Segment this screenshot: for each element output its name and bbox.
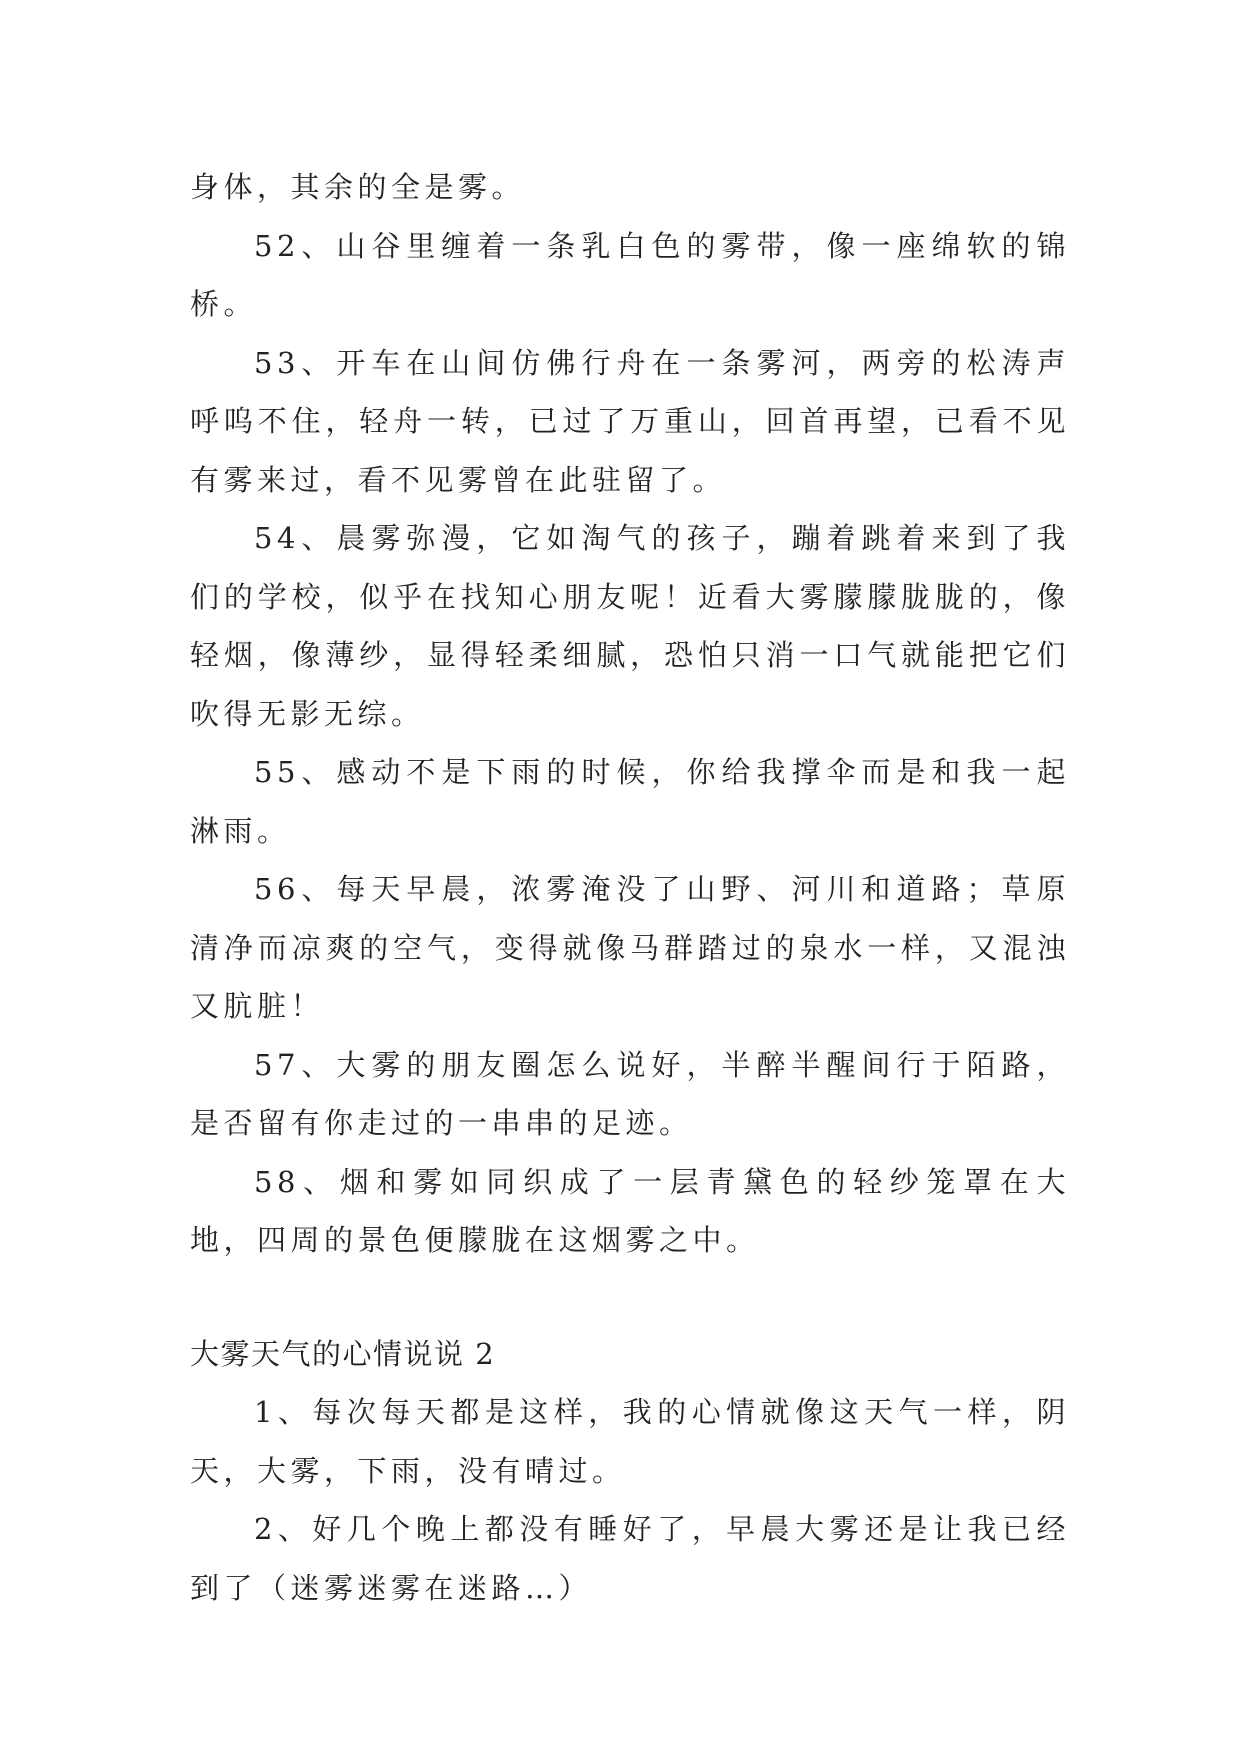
paragraph-item-56: 56、每天早晨，浓雾淹没了山野、河川和道路；草原清净而凉爽的空气，变得就像马群踏过的泉水一样，又混浊又肮脏！	[190, 872, 1070, 1023]
document-page	[190, 158, 1070, 1617]
paragraph-item-55: 55、感动不是下雨的时候，你给我撑伞而是和我一起淋雨。	[190, 755, 1070, 848]
paragraph-item-58: 58、烟和雾如同织成了一层青黛色的轻纱笼罩在大地，四周的景色便朦胧在这烟雾之中。	[190, 1164, 1070, 1257]
paragraph-continuation: 身体，其余的全是雾。	[190, 170, 526, 204]
paragraph-item-2: 2、好几个晚上都没有睡好了，早晨大雾还是让我已经到了（迷雾迷雾在迷路…）	[190, 1512, 1070, 1605]
paragraph-item-54: 54、晨雾弥漫，它如淘气的孩子，蹦着跳着来到了我们的学校，似乎在找知心朋友呢！近看大雾朦朦胧胧的，像轻烟，像薄纱，显得轻柔细腻，恐怕只消一口气就能把它们吹得无影无综。	[190, 521, 1070, 731]
paragraph-item-57: 57、大雾的朋友圈怎么说好，半醉半醒间行于陌路，是否留有你走过的一串串的足迹。	[190, 1047, 1070, 1140]
paragraph-item-53: 53、开车在山间仿佛行舟在一条雾河，两旁的松涛声呼呜不住，轻舟一转，已过了万重山，回首再望，已看不见有雾来过，看不见雾曾在此驻留了。	[190, 345, 1070, 497]
paragraph-item-1: 1、每次每天都是这样，我的心情就像这天气一样，阴天，大雾，下雨，没有晴过。	[190, 1395, 1070, 1488]
section-heading: 大雾天气的心情说说 2	[190, 1336, 496, 1371]
paragraph-item-52: 52、山谷里缠着一条乳白色的雾带，像一座绵软的锦桥。	[190, 228, 1070, 321]
